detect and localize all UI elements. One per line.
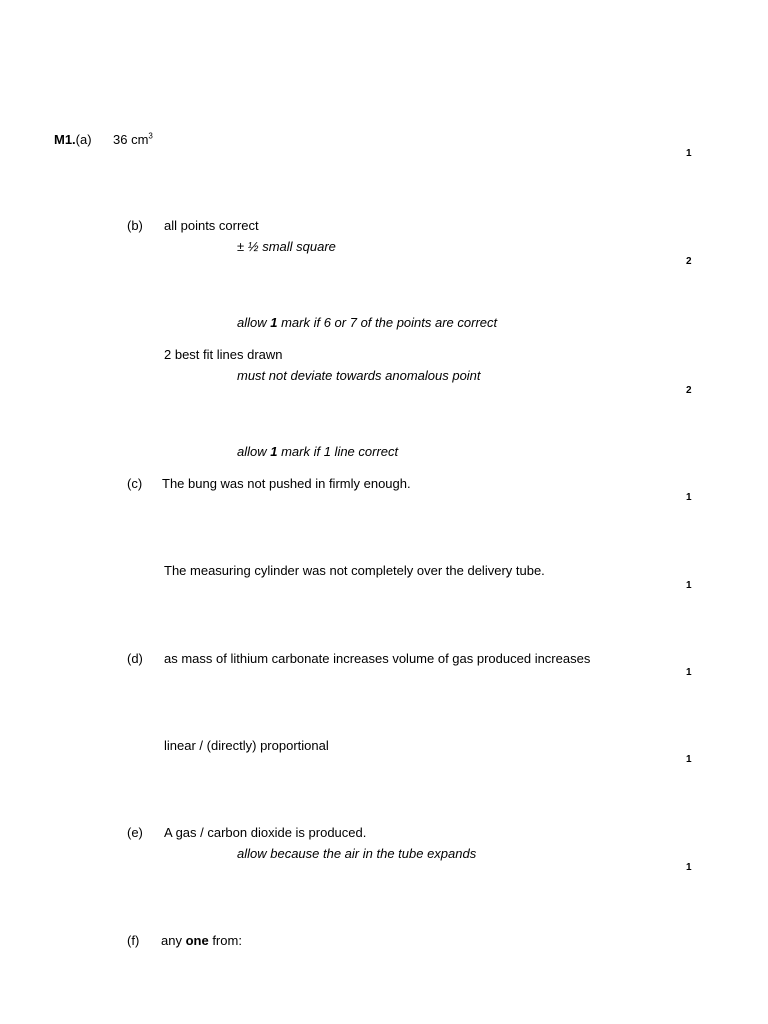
mark-a: 1 [686, 148, 692, 159]
mark-b-2: 2 [686, 385, 692, 396]
part-e-label: (e) [127, 825, 143, 840]
part-a-label: (a) [75, 132, 92, 147]
part-e-answer: A gas / carbon dioxide is produced. [164, 825, 367, 840]
mark-e: 1 [686, 862, 692, 873]
part-d-label: (d) [127, 651, 143, 666]
part-b-note-2: allow 1 mark if 6 or 7 of the points are correct [237, 315, 498, 330]
part-e-note: allow because the air in the tube expands [237, 846, 477, 861]
mark-c-2: 1 [686, 580, 692, 591]
part-c-answer-2: The measuring cylinder was not completely over the delivery tube. [164, 563, 545, 578]
part-b-note-3: must not deviate towards anomalous point [237, 368, 481, 383]
part-c-answer-1: The bung was not pushed in firmly enough. [162, 476, 411, 491]
part-b-label: (b) [127, 218, 143, 233]
part-b-note-4: allow 1 mark if 1 line correct [237, 444, 399, 459]
superscript: 3 [148, 131, 153, 141]
part-b-answer-1: all points correct [164, 218, 259, 233]
part-f-answer: any one from: [161, 933, 242, 948]
question-number: M1. [54, 132, 76, 147]
part-b-note-1: ± ½ small square [237, 239, 336, 254]
part-b-answer-2: 2 best fit lines drawn [164, 347, 283, 362]
mark-d-2: 1 [686, 754, 692, 765]
part-d-answer-1: as mass of lithium carbonate increases volume of gas produced increases [164, 651, 591, 666]
part-c-label: (c) [127, 476, 143, 491]
question-a-line [54, 132, 92, 148]
mark-b-1: 2 [686, 256, 692, 267]
mark-d-1: 1 [686, 667, 692, 678]
part-f-label: (f) [127, 933, 140, 948]
part-a-answer: 36 $cm^3$ [113, 131, 153, 147]
part-d-answer-2: linear / (directly) proportional [164, 738, 329, 753]
mark-c-1: 1 [686, 492, 692, 503]
